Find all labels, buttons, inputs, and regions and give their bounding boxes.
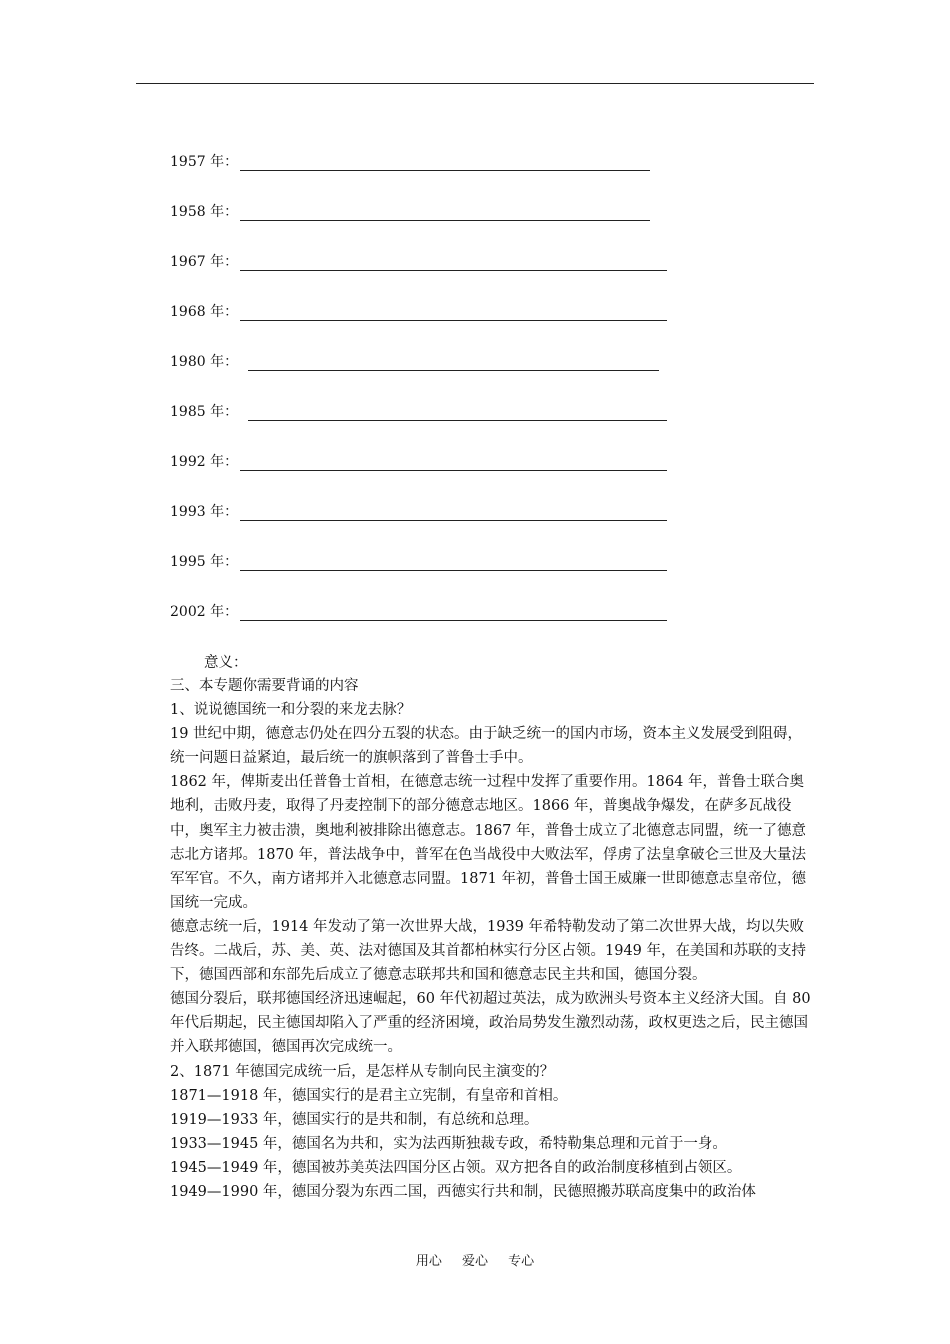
year-label: 1995 年： [170,554,239,570]
answer-line: 1919—1933 年，德国实行的是共和制，有总统和总理。 [170,1111,539,1128]
answer-line: 1949—1990 年，德国分裂为东西二国，西德实行共和制，民德照搬苏联高度集中的政治体 [170,1183,756,1200]
year-row-1967 [170,250,238,272]
year-row-1993 [170,500,238,522]
meaning-label: 意义： [204,655,248,671]
question-2: 2、1871 年德国完成统一后，是怎样从专制向民主演变的？ [170,1063,555,1080]
footer-word: 爱心 [461,1254,488,1269]
header-rule [136,83,814,84]
answer-blank[interactable] [240,520,667,521]
answer-blank[interactable] [248,420,667,421]
answer-line: 1933—1945 年，德国名为共和，实为法西斯独裁专政，希特勒集总理和元首于一身。 [170,1135,727,1152]
year-row-1957 [170,150,238,172]
answer-paragraph: 德意志统一后，1914 年发动了第一次世界大战，1939 年希特勒发动了第二次世界大战，均以失败告终。二战后，苏、美、英、法对德国及其首都柏林实行分区占领。1949 年，在美国和苏联的支持下，德国西部和东部先后成立了德意志联邦共和国和德意志民主共和国，德国分裂。 [170,918,807,984]
answer-blank[interactable] [240,470,667,471]
answer-blank[interactable] [240,220,650,221]
year-row-1992 [170,450,238,472]
year-label: 1967 年： [170,254,239,270]
answer-line: 1871—1918 年，德国实行的是君主立宪制，有皇帝和首相。 [170,1087,568,1104]
year-label: 1957 年： [170,154,239,170]
year-row-1958 [170,200,238,222]
answer-line: 1945—1949 年，德国被苏美英法四国分区占领。双方把各自的政治制度移植到占领区。 [170,1159,742,1176]
answer-blank[interactable] [240,170,650,171]
year-label: 1993 年： [170,504,239,520]
year-label: 1992 年： [170,454,239,470]
recitation-section [170,674,814,1204]
footer-word: 用心 [415,1254,442,1269]
year-row-1980 [170,350,238,372]
answer-blank[interactable] [248,370,659,371]
answer-blank[interactable] [240,320,667,321]
answer-paragraph: 1862 年，俾斯麦出任普鲁士首相，在德意志统一过程中发挥了重要作用。1864 年，普鲁士联合奥地利，击败丹麦，取得了丹麦控制下的部分德意志地区。1866 年，普奥战争爆发，在萨多瓦战役中，奥军主力被击溃，奥地利被排除出德意志。1867 年，普鲁士成立了北德意志同盟，统一了德意志北方诸邦。1870 年，普法战争中，普军在色当战役中大败法军，俘虏了法皇拿破仑三世及大量法军军官。不久，南方诸邦并入北德意志同盟。1871 年初，普鲁士国王威廉一世即德意志皇帝位，德国统一完成。 [170,774,807,911]
year-label: 1980 年： [170,354,239,370]
answer-blank[interactable] [240,620,667,621]
year-row-2002 [170,600,238,622]
year-row-1995 [170,550,238,572]
year-label: 1958 年： [170,204,239,220]
year-label: 1968 年： [170,304,239,320]
year-row-1968 [170,300,238,322]
page-footer [0,1250,950,1269]
year-label: 2002 年： [170,604,239,620]
question-1-answer [136,722,814,1059]
footer-word: 专心 [508,1254,535,1269]
year-label: 1985 年： [170,404,239,420]
year-row-1985 [170,400,238,422]
section-heading: 三、本专题你需要背诵的内容 [170,678,359,694]
answer-blank[interactable] [240,270,667,271]
answer-paragraph: 19 世纪中期，德意志仍处在四分五裂的状态。由于缺乏统一的国内市场，资本主义发展受到阻碍，统一问题日益紧迫，最后统一的旗帜落到了普鲁士手中。 [170,726,803,767]
answer-paragraph: 德国分裂后，联邦德国经济迅速崛起，60 年代初超过英法，成为欧洲头号资本主义经济大国。自 80 年代后期起，民主德国却陷入了严重的经济困境，政治局势发生激烈动荡，政权更迭之后，民主德国并入联邦德国，德国再次完成统一。 [170,991,811,1056]
question-1: 1、说说德国统一和分裂的来龙去脉？ [170,702,412,719]
answer-blank[interactable] [240,570,667,571]
